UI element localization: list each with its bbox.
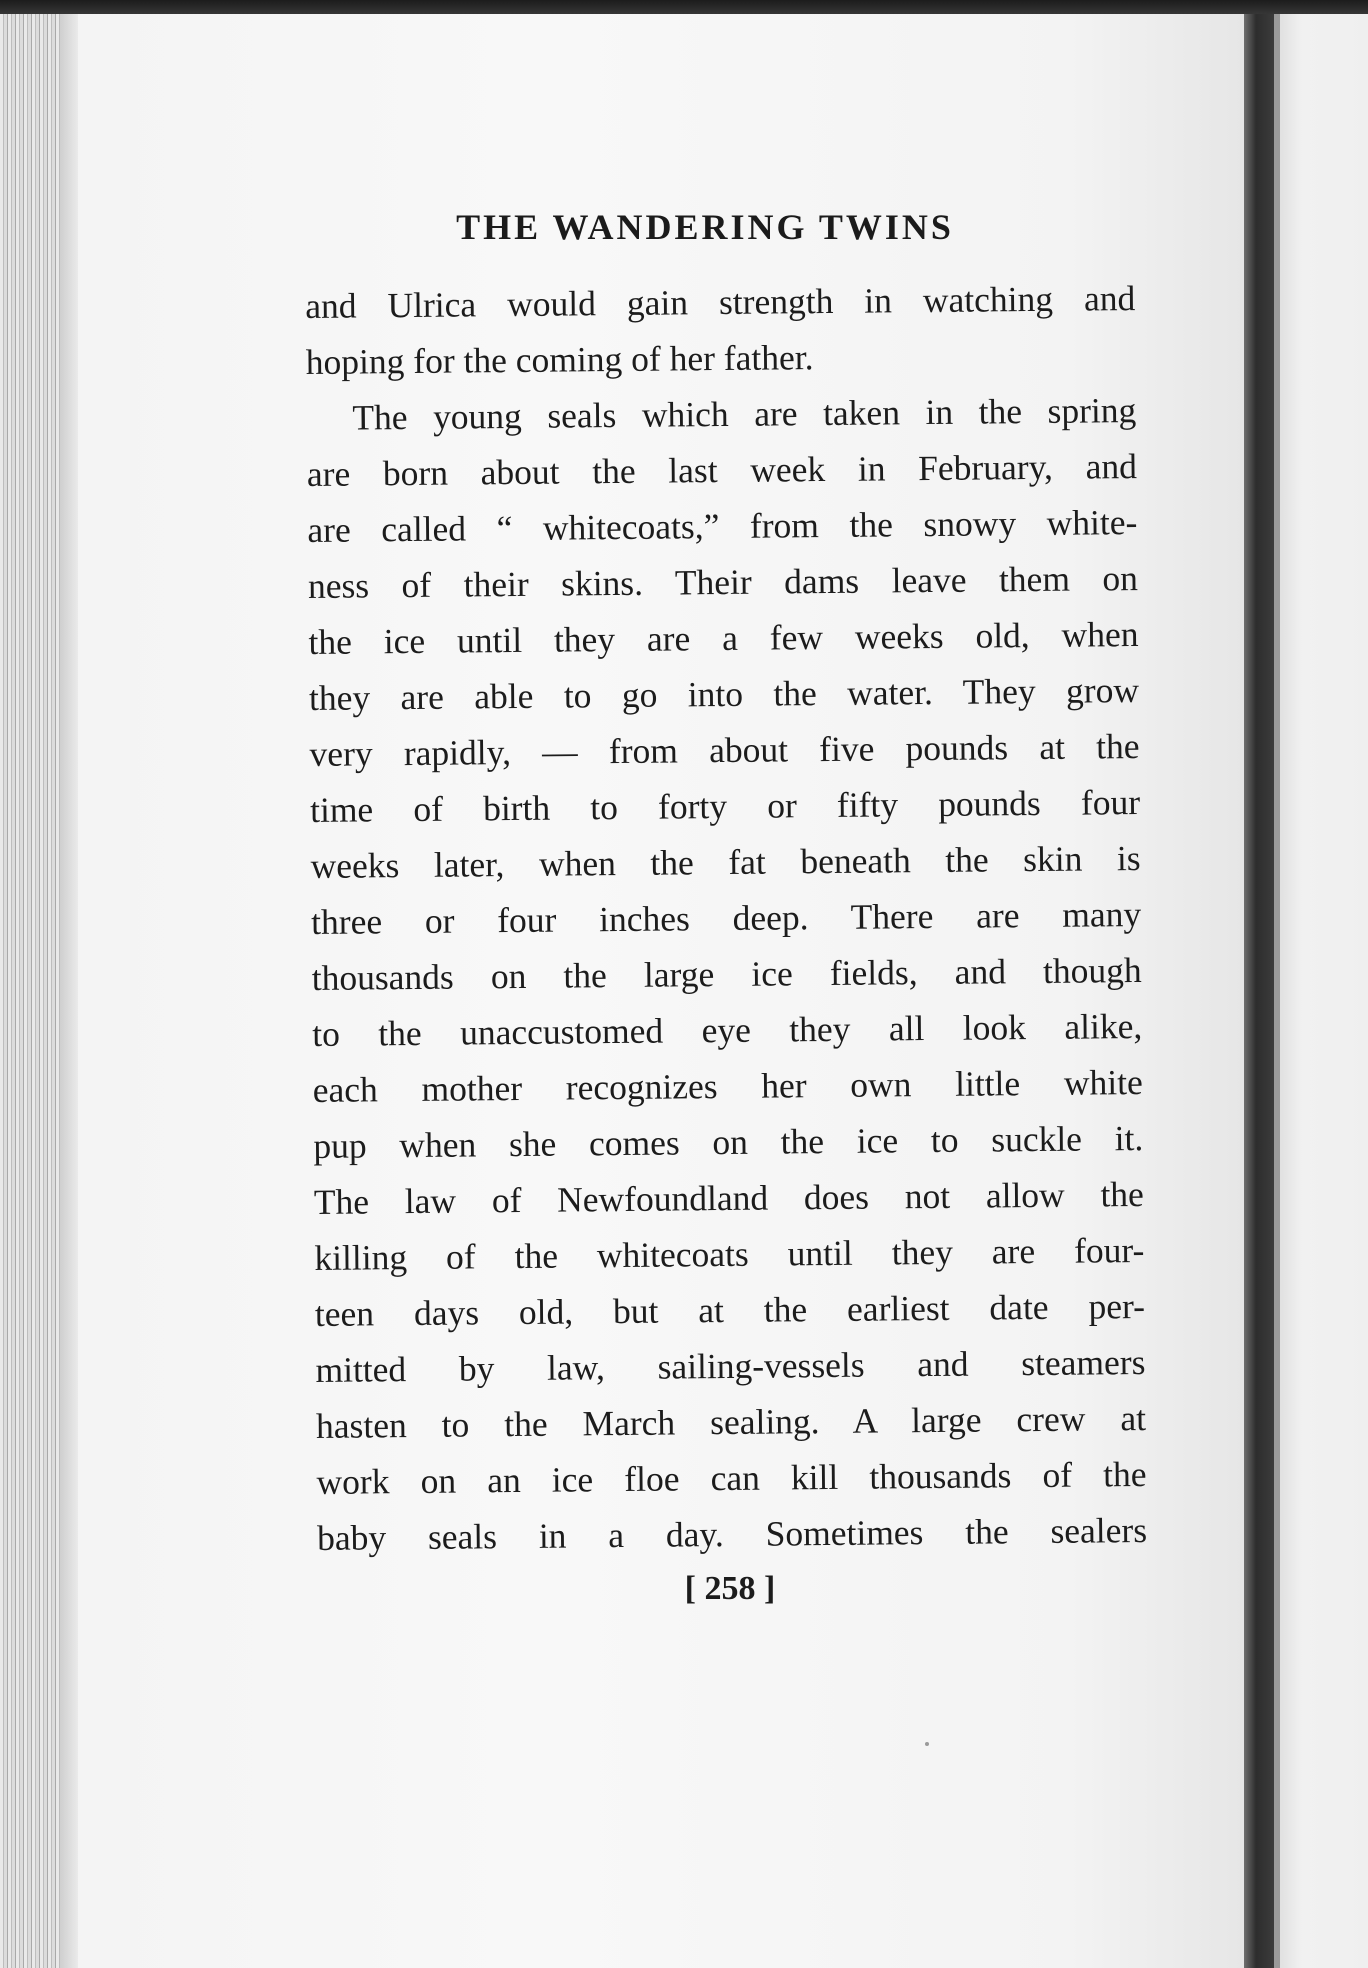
- text-line: to the unaccustomed eye they all look alike,: [312, 1005, 1143, 1054]
- text-line: baby seals in a day. Sometimes the sealers: [316, 1509, 1148, 1558]
- text-line: The young seals which are taken in the spring: [352, 390, 1137, 438]
- text-line: are born about the last week in February, and: [306, 446, 1138, 494]
- text-line: The law of Newfoundland does not allow the: [313, 1173, 1145, 1222]
- text-line: hoping for the coming of her father.: [305, 337, 814, 382]
- text-line: killing of the whitecoats until they are four-: [314, 1229, 1145, 1278]
- facing-page-border: [1274, 14, 1280, 1968]
- text-line: teen days old, but at the earliest date per-: [314, 1285, 1146, 1334]
- text-line: and Ulrica would gain strength in watching and: [305, 278, 1136, 326]
- text-line: each mother recognizes her own little white: [312, 1061, 1143, 1110]
- running-head: THE WANDERING TWINS: [456, 207, 954, 247]
- text-line: are called “ whitecoats,” from the snowy white-: [307, 502, 1138, 550]
- text-line: the ice until they are a few weeks old, when: [308, 614, 1139, 662]
- text-line: work on an ice floe can kill thousands of the: [316, 1453, 1147, 1502]
- text-line: hasten to the March sealing. A large crew at: [315, 1397, 1147, 1446]
- text-line: time of birth to forty or fifty pounds four: [309, 782, 1141, 830]
- page-number: [ 258 ]: [684, 1570, 776, 1607]
- text-line: pup when she comes on the ice to suckle it.: [313, 1117, 1144, 1166]
- text-line: very rapidly, — from about five pounds at the: [309, 726, 1140, 774]
- text-line: mitted by law, sailing-vessels and steamers: [315, 1341, 1146, 1390]
- text-line: ness of their skins. Their dams leave them on: [307, 558, 1139, 606]
- book-binding: [1244, 14, 1274, 1968]
- text-line: three or four inches deep. There are many: [310, 894, 1142, 942]
- body-text: [305, 270, 1147, 1566]
- text-line: they are able to go into the water. They grow: [308, 670, 1140, 718]
- text-line: thousands on the large ice fields, and though: [311, 950, 1142, 998]
- facing-page-edge: [1274, 14, 1368, 1968]
- paper-speck: [925, 1742, 929, 1746]
- text-line: weeks later, when the fat beneath the skin is: [310, 838, 1141, 886]
